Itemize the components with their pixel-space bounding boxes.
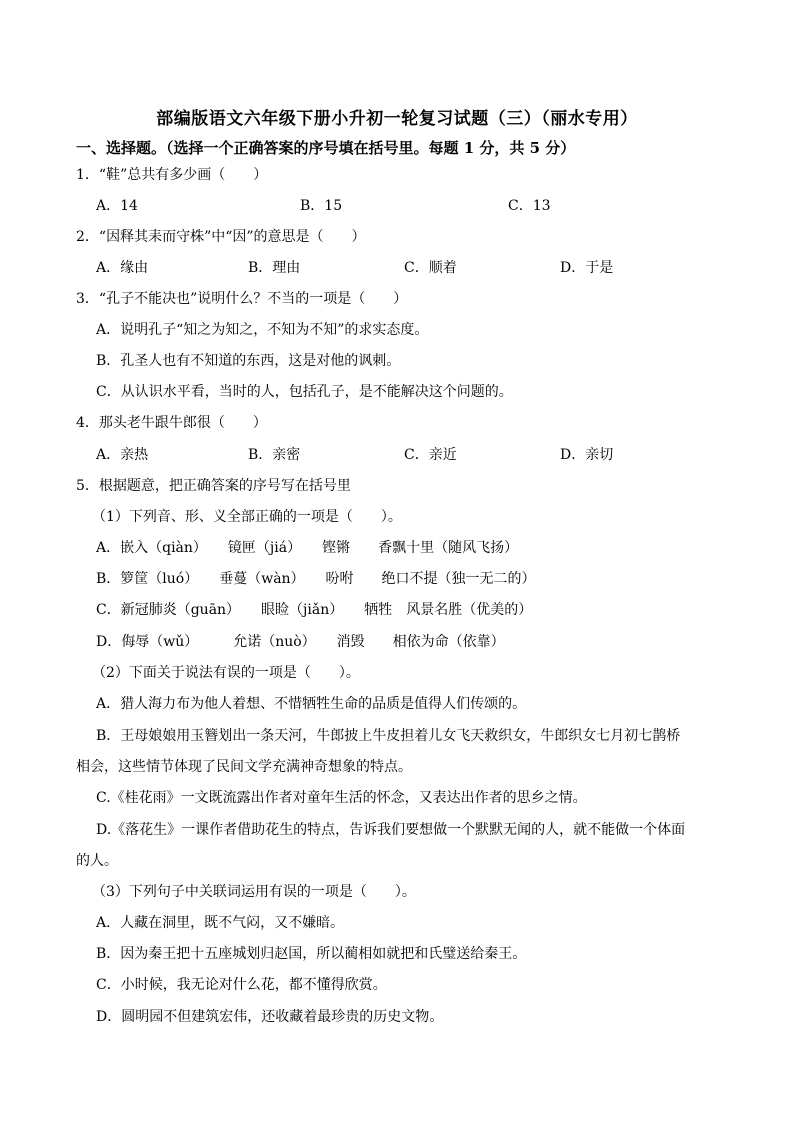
- question-1-option-a: A．14: [96, 198, 138, 214]
- question-1-option-b: B．15: [300, 198, 343, 214]
- question-5-3-option-d: D．圆明园不但建筑宏伟，还收藏着最珍贵的历史文物。: [96, 1009, 444, 1025]
- question-4-option-b: B．亲密: [248, 447, 301, 463]
- question-4-option-a: A．亲热: [96, 447, 149, 463]
- section-heading: 一、选择题。（选择一个正确答案的序号填在括号里。每题 1 分，共 5 分）: [76, 139, 576, 157]
- question-2-option-d: D．于是: [560, 260, 614, 276]
- question-5-2-option-c: C.《桂花雨》一文既流露出作者对童年生活的怀念，又表达出作者的思乡之情。: [96, 790, 587, 806]
- question-5-stem: 5．根据题意，把正确答案的序号写在括号里: [76, 478, 351, 494]
- question-5-2-option-d-cont: 的人。: [76, 853, 118, 869]
- question-4-stem: 4．那头老牛跟牛郎很（ ）: [76, 415, 267, 431]
- question-3-option-c: C．从认识水平看，当时的人，包括孔子，是不能解决这个问题的。: [96, 384, 513, 400]
- question-5-2-option-a: A．猎人海力布为他人着想、不惜牺牲生命的品质是值得人们传颂的。: [96, 696, 527, 712]
- question-5-1-option-d: D．侮辱（wǔ） 允诺（nuò） 消毁 相依为命（依靠）: [96, 634, 505, 650]
- question-2-option-c: C．顺着: [404, 260, 457, 276]
- question-5-2-stem: （2）下面关于说法有误的一项是（ ）。: [92, 665, 360, 681]
- question-3-option-b: B．孔圣人也有不知道的东西，这是对他的讽刺。: [96, 353, 401, 369]
- question-1-stem: 1．“鞋”总共有多少画（ ）: [76, 167, 268, 183]
- question-4-option-c: C．亲近: [404, 447, 457, 463]
- question-5-1-option-c: C．新冠肺炎（guān） 眼睑（jiǎn） 牺牲 风景名胜（优美的）: [96, 602, 533, 618]
- question-5-1-option-a: A．嵌入（qiàn） 镜匣（jiá） 铿锵 香飘十里（随风飞扬）: [96, 540, 519, 556]
- question-3-stem: 3．“孔子不能决也”说明什么？不当的一项是（ ）: [76, 291, 408, 307]
- question-5-1-stem: （1）下列音、形、义全部正确的一项是（ ）。: [92, 509, 402, 525]
- question-2-option-b: B．理由: [248, 260, 301, 276]
- question-5-2-option-b-cont: 相会，这些情节体现了民间文学充满神奇想象的特点。: [76, 759, 412, 775]
- question-1-option-c: C．13: [508, 198, 551, 214]
- question-2-option-a: A．缘由: [96, 260, 149, 276]
- page-title: 部编版语文六年级下册小升初一轮复习试题（三）（丽水专用）: [156, 109, 638, 129]
- question-5-3-stem: （3）下列句子中关联词运用有误的一项是（ ）。: [92, 884, 416, 900]
- question-2-stem: 2．“因释其耒而守株”中“因”的意思是（ ）: [76, 229, 366, 245]
- question-5-3-option-a: A．人藏在洞里，既不气闷，又不嫌暗。: [96, 915, 345, 931]
- question-5-1-option-b: B．箩筐（luó） 垂蔓（wàn） 吩咐 绝口不提（独一无二的）: [96, 571, 536, 587]
- question-4-option-d: D．亲切: [560, 447, 614, 463]
- question-5-3-option-c: C．小时候，我无论对什么花，都不懂得欣赏。: [96, 977, 387, 993]
- question-3-option-a: A．说明孔子“知之为知之，不知为不知”的求实态度。: [96, 322, 429, 338]
- question-5-2-option-b: B．王母娘娘用玉簪划出一条天河，牛郎披上牛皮担着儿女飞天救织女，牛郎织女七月初七鹊桥: [96, 728, 681, 744]
- question-5-2-option-d: D.《落花生》一课作者借助花生的特点，告诉我们要想做一个默默无闻的人，就不能做一个体面: [96, 822, 686, 838]
- question-5-3-option-b: B．因为秦王把十五座城划归赵国，所以蔺相如就把和氏璧送给秦王。: [96, 946, 527, 962]
